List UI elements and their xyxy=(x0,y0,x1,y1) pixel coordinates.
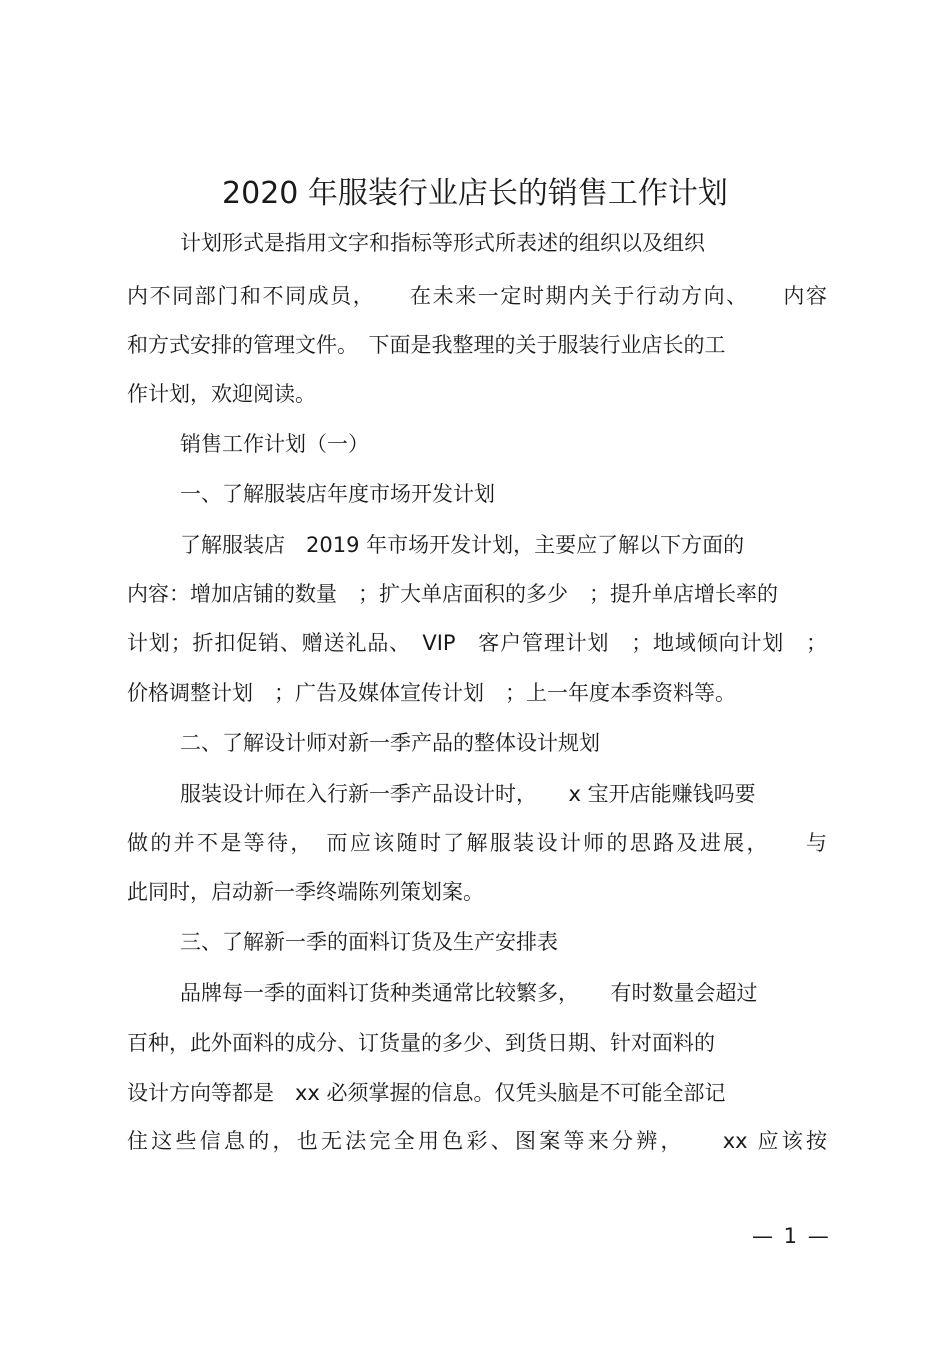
paragraph-line: 此同时，启动新一季终端陈列策划案。 xyxy=(127,880,484,904)
section-heading: 销售工作计划（一） xyxy=(180,432,369,456)
section-heading: 二、了解设计师对新一季产品的整体设计规划 xyxy=(180,731,600,755)
paragraph-line: 住这些信息的，也无法完全用色彩、图案等来分辨， xx 应该按 xyxy=(127,1129,827,1153)
page-number: — 1 — xyxy=(752,1224,831,1248)
paragraph-line: 做的并不是等待， 而应该随时了解服装设计师的思路及进展， 与 xyxy=(127,831,827,855)
paragraph-line: 和方式安排的管理文件。 下面是我整理的关于服装行业店长的工 xyxy=(127,333,726,357)
section-heading: 一、了解服装店年度市场开发计划 xyxy=(180,482,495,506)
paragraph-line: 服装设计师在入行新一季产品设计时， x 宝开店能赚钱吗要 xyxy=(180,782,756,806)
paragraph-line: 了解服装店 2019 年市场开发计划，主要应了解以下方面的 xyxy=(180,533,745,557)
paragraph-line: 内容：增加店铺的数量 ；扩大单店面积的多少 ；提升单店增长率的 xyxy=(127,582,778,606)
section-heading: 三、了解新一季的面料订货及生产安排表 xyxy=(180,930,558,954)
paragraph-line: 计划；折扣促销、赠送礼品、 VIP 客户管理计划 ；地域倾向计划 ； xyxy=(127,631,827,655)
paragraph-line: 设计方向等都是 xx 必须掌握的信息。仅凭头脑是不可能全部记 xyxy=(127,1081,726,1105)
paragraph-line: 计划形式是指用文字和指标等形式所表述的组织以及组织 xyxy=(180,231,705,255)
paragraph-line: 百种，此外面料的成分、订货量的多少、到货日期、针对面料的 xyxy=(127,1031,715,1055)
paragraph-line: 价格调整计划 ；广告及媒体宣传计划 ；上一年度本季资料等。 xyxy=(127,681,736,705)
document-title: 2020 年服装行业店长的销售工作计划 xyxy=(222,176,728,211)
paragraph-line: 作计划，欢迎阅读。 xyxy=(127,382,316,406)
paragraph-line: 品牌每一季的面料订货种类通常比较繁多， 有时数量会超过 xyxy=(180,981,758,1005)
paragraph-line: 内不同部门和不同成员， 在未来一定时期内关于行动方向、 内容 xyxy=(127,284,827,308)
